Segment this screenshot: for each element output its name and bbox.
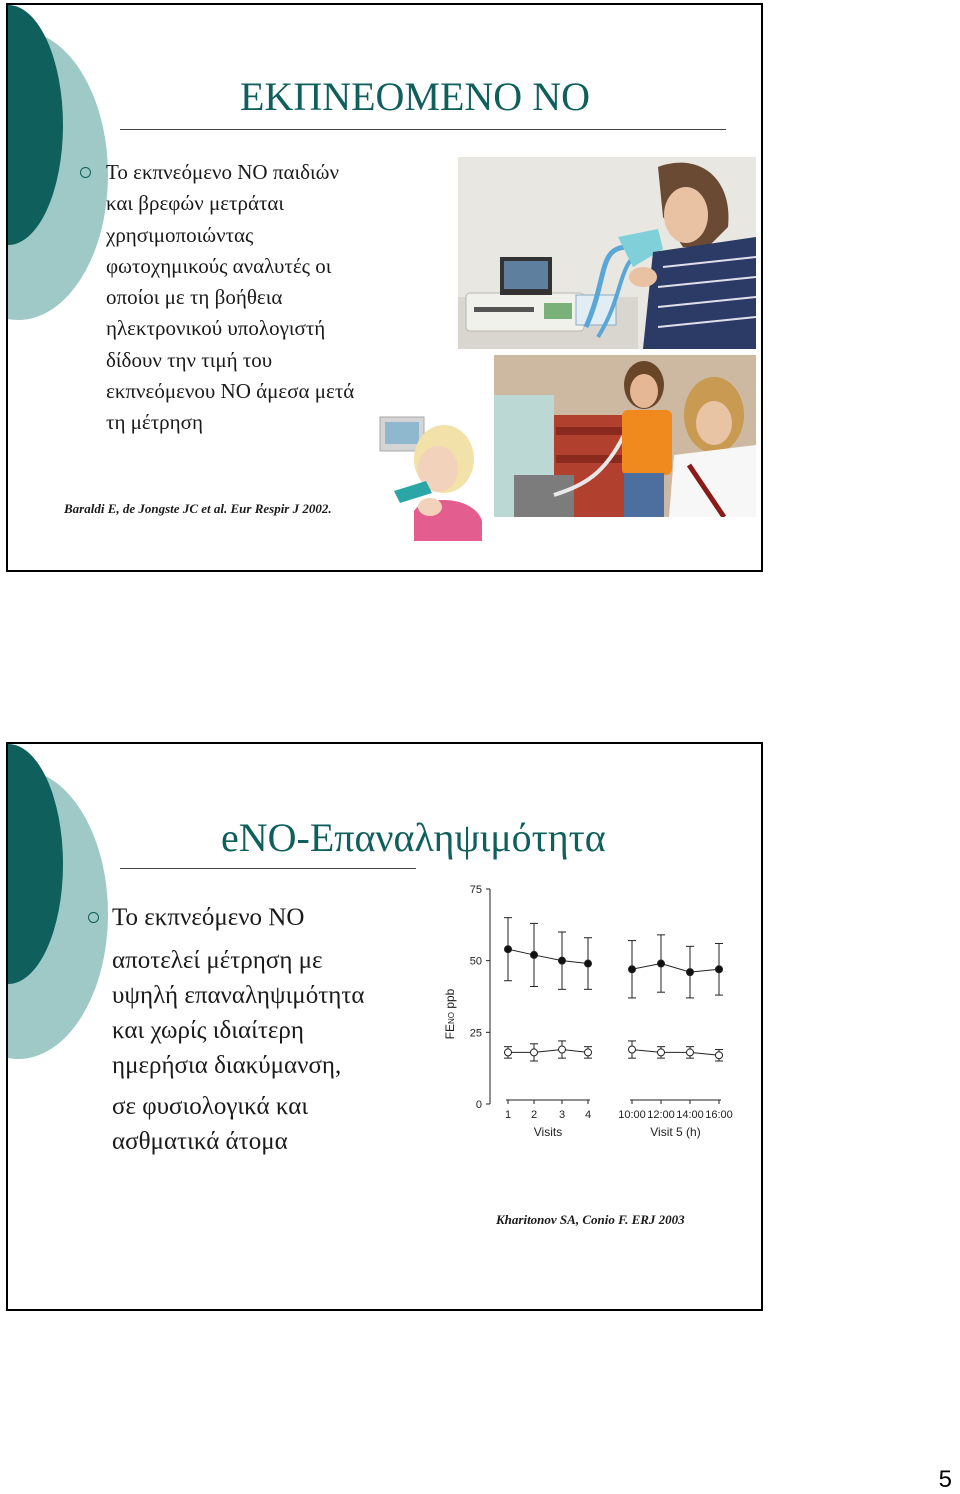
- bullet-line: Το εκπνεόμενο ΝΟ παιδιών: [106, 160, 339, 184]
- x-axis-label: Visits: [533, 1125, 563, 1139]
- data-point: [585, 960, 592, 967]
- bullet-line: δίδουν την τιμή του: [106, 347, 273, 372]
- y-tick-label: 0: [475, 1099, 482, 1111]
- x-tick-label: 1: [504, 1109, 512, 1121]
- y-axis-label-sub: NO: [447, 1012, 456, 1025]
- series-line: [632, 964, 719, 973]
- data-point: [716, 1052, 723, 1059]
- x-tick-label: 10:00: [618, 1109, 646, 1121]
- bullet-line: και βρεφών μετράται: [106, 191, 285, 216]
- x-tick-label: 3: [558, 1109, 566, 1121]
- y-axis-label-main: FE: [443, 1024, 457, 1040]
- title-underline: [120, 868, 416, 869]
- data-point: [687, 1049, 694, 1056]
- bullet-line: φωτοχημικούς αναλυτές οι: [106, 253, 332, 278]
- bullet-line: σε φυσιολογικά και: [112, 1093, 309, 1120]
- bullet-line: ηλεκτρονικού υπολογιστή: [106, 316, 326, 341]
- x-axis-label: Visit 5 (h): [650, 1125, 701, 1139]
- data-point: [585, 1049, 592, 1056]
- data-point: [505, 946, 512, 953]
- series-line: [632, 1050, 719, 1056]
- x-tick-label: 2: [530, 1109, 538, 1121]
- data-point: [505, 1049, 512, 1056]
- x-tick-label: 14:00: [676, 1109, 704, 1121]
- y-axis-label-unit: ppb: [443, 988, 457, 1013]
- data-point: [531, 951, 538, 958]
- bullet-line: Το εκπνεόμενο ΝΟ: [112, 904, 305, 931]
- bullet-line: αποτελεί μέτρηση με: [112, 947, 323, 974]
- slide-decoration-arcs: [8, 744, 128, 1064]
- girl-measurement-photo: [494, 355, 756, 517]
- data-point: [658, 960, 665, 967]
- data-point: [629, 1046, 636, 1053]
- child-illustration-photo: [374, 411, 486, 541]
- bullet-icon: [88, 912, 99, 923]
- series-line: [508, 1050, 588, 1053]
- data-point: [687, 969, 694, 976]
- slide-1: [6, 3, 763, 572]
- page-number: 5: [938, 1466, 952, 1493]
- slide-2: [6, 742, 763, 1311]
- bullet-line: οποίοι με τη βοήθεια: [106, 285, 283, 310]
- feno-chart: [434, 874, 734, 1154]
- bullet-line: ασθματικά άτομα: [112, 1128, 288, 1155]
- y-tick-label: 25: [469, 1027, 482, 1040]
- slide-bullet-text: [106, 157, 354, 439]
- data-point: [658, 1049, 665, 1056]
- slide-title: ΕΚΠΝΕΟΜΕΝΟ ΝΟ: [240, 74, 590, 119]
- slide-title: eNO-Επαναληψιμότητα: [221, 815, 606, 860]
- data-point: [629, 966, 636, 973]
- y-axis-label: [443, 988, 457, 1039]
- data-point: [716, 966, 723, 973]
- y-tick-label: 75: [469, 884, 482, 896]
- x-tick-label: 12:00: [647, 1109, 675, 1121]
- bullet-line: τη μέτρηση: [106, 410, 203, 435]
- series-line: [508, 949, 588, 963]
- citation: Baraldi E, de Jongste JC et al. Eur Respir J 2002.: [64, 501, 332, 516]
- data-point: [559, 957, 566, 964]
- title-underline: [120, 129, 726, 130]
- x-tick-label: 4: [584, 1109, 592, 1121]
- x-tick-label: 16:00: [705, 1109, 733, 1121]
- bullet-line: και χωρίς ιδιαίτερη: [112, 1017, 304, 1044]
- citation: Kharitonov SA, Conio F. ERJ 2003: [496, 1212, 685, 1227]
- bullet-line: χρησιμοποιώντας: [106, 222, 254, 247]
- slide-bullet-text: [112, 900, 364, 1159]
- bullet-line: εκπνεόμενου ΝΟ άμεσα μετά: [106, 379, 355, 404]
- y-tick-label: 50: [469, 955, 482, 968]
- data-point: [531, 1049, 538, 1056]
- bullet-line: ημερήσια διακύμανση,: [112, 1052, 342, 1079]
- data-point: [559, 1046, 566, 1053]
- woman-using-analyzer-photo: [458, 157, 756, 349]
- bullet-icon: [80, 167, 91, 178]
- bullet-line: υψηλή επαναληψιμότητα: [112, 982, 365, 1009]
